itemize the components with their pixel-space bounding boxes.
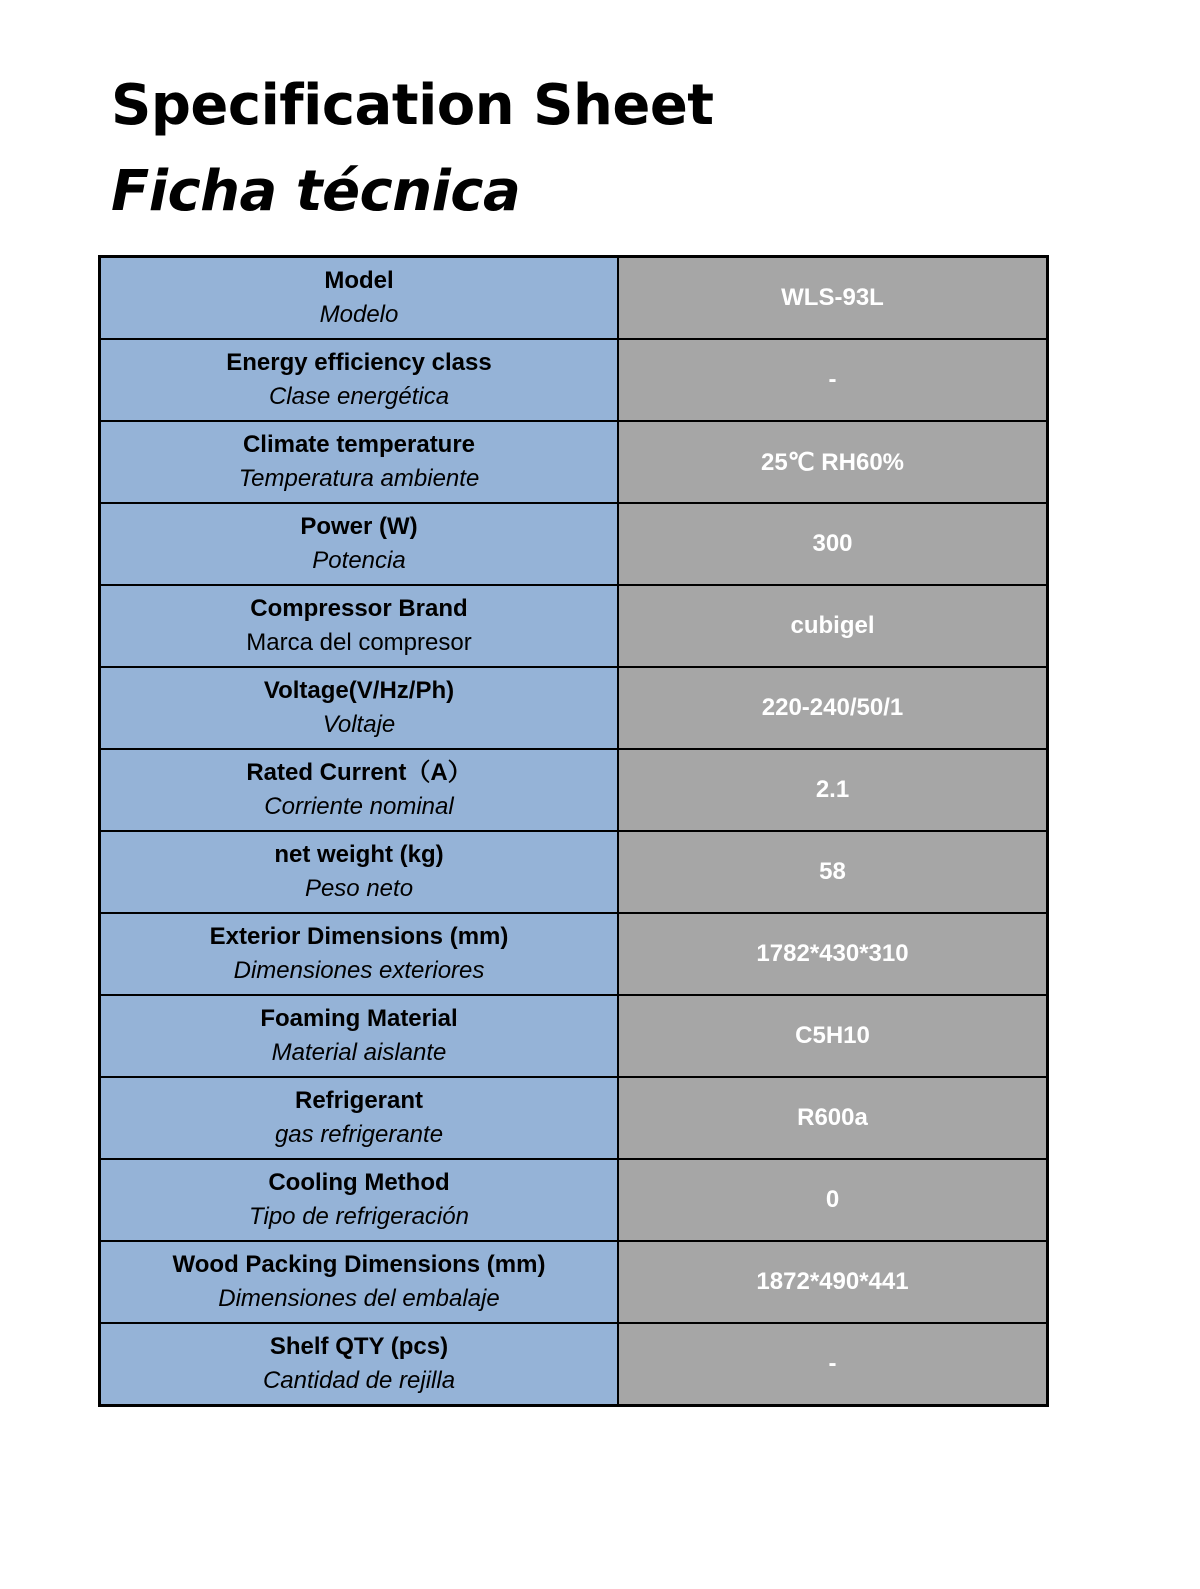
spec-value-cell	[618, 995, 1048, 1077]
spec-label-cell	[100, 421, 619, 503]
spec-row-voltage	[100, 667, 1048, 749]
spec-value-cell	[618, 503, 1048, 585]
spec-row-foaming-material	[100, 995, 1048, 1077]
spec-value-cell	[618, 339, 1048, 421]
spec-value: -	[828, 366, 837, 393]
spec-label-en: Foaming Material	[260, 1005, 458, 1032]
spec-label-es: Potencia	[312, 547, 406, 574]
spec-value-cell	[618, 667, 1048, 749]
spec-label-es: Tipo de refrigeración	[249, 1203, 469, 1230]
spec-row-exterior-dimensions	[100, 913, 1048, 995]
spec-row-net-weight	[100, 831, 1048, 913]
spec-value-cell	[618, 421, 1048, 503]
spec-label-es: Cantidad de rejilla	[262, 1367, 456, 1394]
spec-value: 1782*430*310	[756, 940, 909, 967]
spec-label-cell	[100, 995, 619, 1077]
spec-label-es: Corriente nominal	[264, 793, 454, 820]
spec-row-model	[100, 257, 1048, 340]
spec-label-en: Cooling Method	[268, 1169, 450, 1196]
spec-label-cell	[100, 667, 619, 749]
spec-label-es: Dimensiones exteriores	[233, 957, 485, 984]
spec-row-refrigerant	[100, 1077, 1048, 1159]
spec-label-es: Clase energética	[268, 383, 450, 410]
spec-label-cell	[100, 831, 619, 913]
spec-value: 2.1	[815, 776, 850, 803]
spec-label-cell	[100, 1241, 619, 1323]
spec-label-en: Rated Current（A）	[246, 759, 472, 786]
spec-label-en: Power (W)	[300, 513, 418, 540]
spec-label-es: Dimensiones del embalaje	[218, 1285, 500, 1312]
spec-label-es: Material aislante	[271, 1039, 447, 1066]
spec-label-es: Temperatura ambiente	[238, 465, 480, 492]
spec-value: 58	[819, 858, 846, 885]
spec-row-shelf-qty	[100, 1323, 1048, 1406]
spec-value: 25℃ RH60%	[760, 448, 904, 476]
spec-value-cell	[618, 913, 1048, 995]
spec-value: 300	[812, 530, 853, 557]
spec-label-en: Exterior Dimensions (mm)	[209, 923, 509, 950]
spec-label-es: Peso neto	[304, 875, 414, 902]
page-subtitle: Ficha técnica	[111, 159, 521, 224]
spec-value-cell	[618, 1159, 1048, 1241]
spec-value-cell	[618, 1077, 1048, 1159]
spec-label-en: Wood Packing Dimensions (mm)	[172, 1251, 546, 1278]
spec-label-en: Compressor Brand	[250, 595, 468, 622]
spec-label-cell	[100, 503, 619, 585]
spec-value-cell	[618, 585, 1048, 667]
spec-value: 220-240/50/1	[761, 694, 904, 721]
spec-label-cell	[100, 1077, 619, 1159]
spec-label-en: Shelf QTY (pcs)	[269, 1333, 449, 1360]
spec-label-cell	[100, 585, 619, 667]
spec-label-cell	[100, 257, 619, 340]
spec-label-cell	[100, 1323, 619, 1406]
spec-value: R600a	[797, 1104, 868, 1131]
spec-table	[98, 255, 1049, 1407]
spec-value-cell	[618, 749, 1048, 831]
spec-label-en: Model	[324, 267, 394, 294]
spec-value: 1872*490*441	[756, 1268, 909, 1295]
spec-row-climate-temperature	[100, 421, 1048, 503]
spec-label-cell	[100, 749, 619, 831]
spec-row-compressor-brand	[100, 585, 1048, 667]
spec-label-cell	[100, 1159, 619, 1241]
spec-value: WLS-93L	[781, 284, 884, 311]
spec-label-en: Climate temperature	[242, 431, 476, 458]
spec-value-cell	[618, 1323, 1048, 1406]
spec-label-cell	[100, 339, 619, 421]
spec-label-es: Voltaje	[322, 711, 396, 738]
spec-row-rated-current	[100, 749, 1048, 831]
spec-label-en: Energy efficiency class	[226, 349, 492, 376]
spec-value-cell	[618, 1241, 1048, 1323]
spec-value: -	[828, 1350, 837, 1377]
spec-label-en: Refrigerant	[294, 1087, 424, 1114]
spec-label-cell	[100, 913, 619, 995]
spec-label-es: Modelo	[319, 301, 399, 328]
spec-value-cell	[618, 831, 1048, 913]
spec-value-cell	[618, 257, 1048, 340]
spec-label-en: net weight (kg)	[274, 841, 444, 868]
spec-label-en: Voltage(V/Hz/Ph)	[263, 677, 455, 704]
title-block	[111, 66, 714, 232]
spec-row-packing-dimensions	[100, 1241, 1048, 1323]
spec-value: cubigel	[790, 612, 875, 639]
spec-row-energy-class	[100, 339, 1048, 421]
spec-row-cooling-method	[100, 1159, 1048, 1241]
page-title: Specification Sheet	[111, 73, 714, 138]
spec-value: C5H10	[795, 1022, 870, 1049]
spec-label-es: Marca del compresor	[246, 629, 472, 656]
spec-label-es: gas refrigerante	[274, 1121, 444, 1148]
spec-row-power	[100, 503, 1048, 585]
spec-value: 0	[825, 1186, 840, 1213]
